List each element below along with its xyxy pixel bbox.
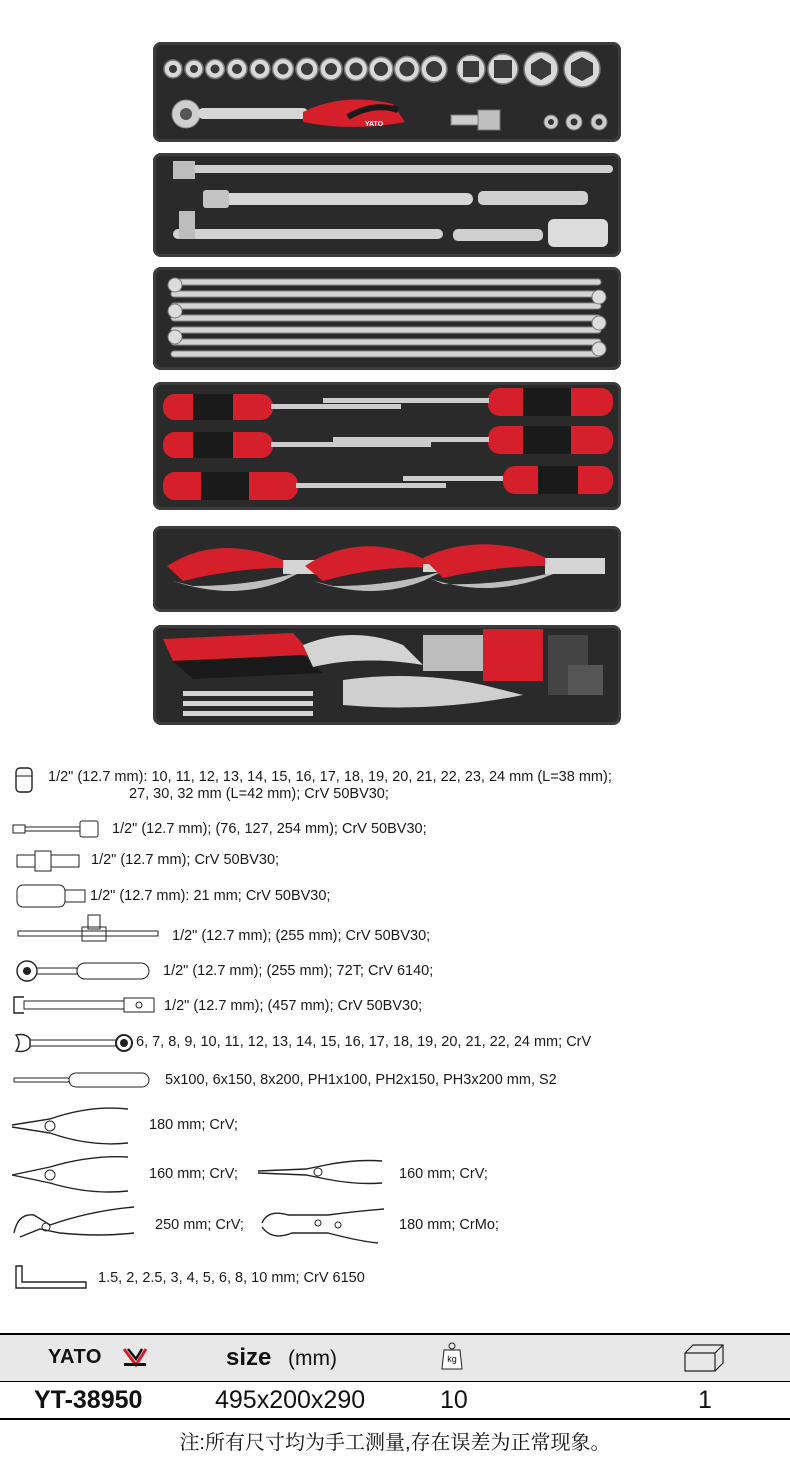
locking-pliers-icon	[258, 1203, 388, 1247]
ratchet-icon	[15, 959, 155, 985]
tray-screwdrivers	[153, 382, 621, 510]
tray-mixed	[153, 625, 621, 725]
ratchet-spec: 1/2" (12.7 mm); (255 mm); 72T; CrV 6140;	[163, 963, 434, 979]
table-data-row	[0, 1382, 790, 1418]
weight-icon	[441, 1342, 463, 1370]
water-pump-pliers-icon	[10, 1203, 140, 1247]
side-cutter-spec: 160 mm; CrV;	[149, 1166, 238, 1182]
extension-icon	[12, 819, 102, 839]
yato-logo-icon	[122, 1347, 148, 1367]
breaker-bar-icon	[12, 995, 158, 1019]
universal-joint-spec: 1/2" (12.7 mm); CrV 50BV30;	[91, 852, 280, 868]
table-header-row	[0, 1335, 790, 1381]
screwdrivers-tray-art	[153, 382, 621, 510]
tray-pliers	[153, 526, 621, 612]
hex-key-icon	[14, 1264, 90, 1292]
spark-plug-socket-spec: 1/2" (12.7 mm): 21 mm; CrV 50BV30;	[90, 888, 331, 904]
water-pump-pliers-spec: 250 mm; CrV;	[155, 1217, 244, 1233]
weight-value: 10	[440, 1386, 468, 1414]
t-bar-icon	[16, 913, 166, 945]
screwdriver-icon	[12, 1069, 154, 1093]
socket-icon	[13, 766, 37, 796]
mixed-tray-art	[153, 625, 621, 725]
sockets-tray-art	[153, 42, 621, 142]
t-bar-spec: 1/2" (12.7 mm); (255 mm); CrV 50BV30;	[172, 928, 431, 944]
weight-unit-label: kg	[447, 1354, 457, 1364]
ratchet-brand-label: YATO	[365, 121, 384, 128]
quantity-value: 1	[698, 1386, 712, 1414]
breaker-bar-spec: 1/2" (12.7 mm); (457 mm); CrV 50BV30;	[164, 998, 423, 1014]
combination-wrench-spec: 6, 7, 8, 9, 10, 11, 12, 13, 14, 15, 16, 17, 18, 19, 20, 21, 22, 24 mm; CrV	[136, 1034, 592, 1050]
combination-pliers-spec: 180 mm; CrV;	[149, 1117, 238, 1133]
model-number: YT-38950	[34, 1386, 143, 1414]
deep-socket-icon	[16, 883, 91, 911]
pliers-tray-art	[153, 526, 621, 612]
combination-pliers-icon	[10, 1103, 134, 1147]
brand-logo-text: YATO	[48, 1346, 102, 1368]
sockets-spec-line1: 1/2" (12.7 mm): 10, 11, 12, 13, 14, 15, 16, 17, 18, 19, 20, 21, 22, 23, 24 mm (L=38 mm);	[48, 769, 612, 785]
size-header-label: size	[226, 1344, 272, 1371]
extension-spec: 1/2" (12.7 mm); (76, 127, 254 mm); CrV 50BV30;	[112, 821, 427, 837]
disclaimer-row	[0, 1426, 790, 1456]
long-nose-pliers-spec: 160 mm; CrV;	[399, 1166, 488, 1182]
locking-pliers-spec: 180 mm; CrMo;	[399, 1217, 499, 1233]
combination-wrench-icon	[12, 1031, 136, 1057]
wrenches-tray-art	[153, 267, 621, 370]
long-nose-pliers-icon	[256, 1157, 384, 1187]
hex-keys-spec: 1.5, 2, 2.5, 3, 4, 5, 6, 8, 10 mm; CrV 6150	[98, 1270, 365, 1286]
screwdriver-spec: 5x100, 6x150, 8x200, PH1x100, PH2x150, PH3x200 mm, S2	[165, 1072, 557, 1088]
measurement-disclaimer: 注:所有尺寸均为手工测量,存在误差为正常现象。	[179, 1432, 611, 1454]
sockets-spec-line2: 27, 30, 32 mm (L=42 mm); CrV 50BV30;	[129, 786, 389, 802]
extensions-tray-art	[153, 153, 621, 257]
tray-extensions	[153, 153, 621, 257]
side-cutter-icon	[10, 1153, 134, 1195]
size-header-unit: (mm)	[288, 1347, 337, 1370]
package-box-icon	[683, 1343, 725, 1373]
universal-joint-icon	[16, 849, 86, 873]
table-bottom-rule	[0, 1418, 790, 1420]
size-value: 495x200x290	[215, 1386, 366, 1414]
tray-sockets	[153, 42, 621, 142]
tray-wrenches	[153, 267, 621, 370]
